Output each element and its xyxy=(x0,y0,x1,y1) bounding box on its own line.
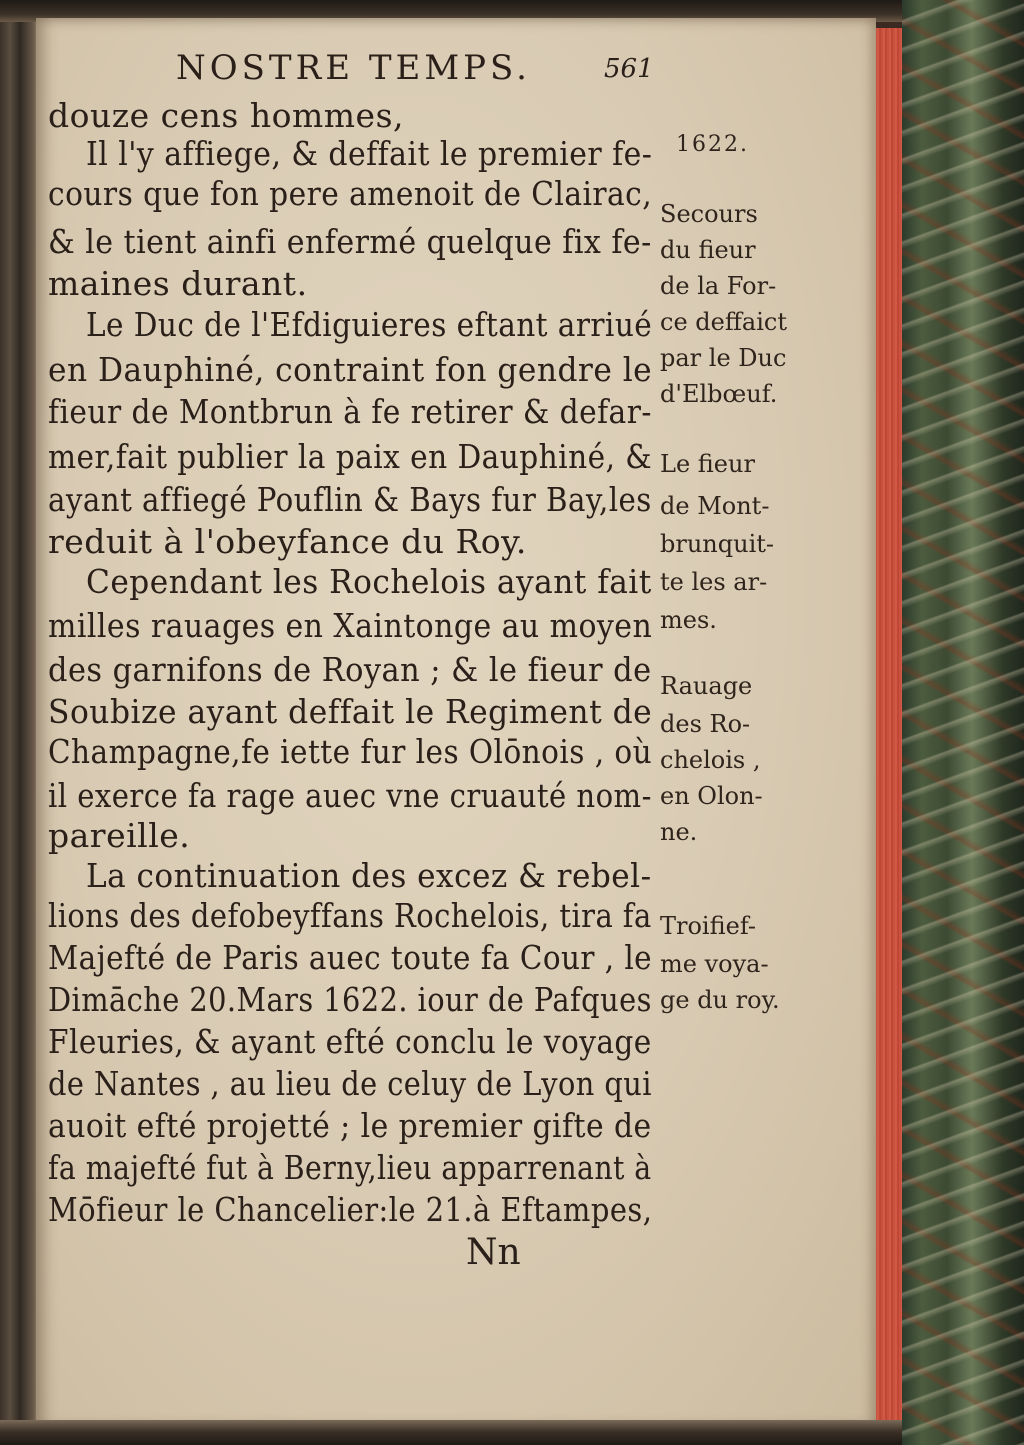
body-line: cours que fon pere amenoit de Clairac, xyxy=(48,174,653,213)
body-line: Fleuries, & ayant efté conclu le voyage xyxy=(48,1022,652,1061)
body-line: des garnifons de Royan ; & le fieur de xyxy=(48,650,652,689)
marble-pattern xyxy=(902,0,1024,1445)
body-line: de Nantes , au lieu de celuy de Lyon qui xyxy=(48,1064,652,1103)
margin-note: me voya- xyxy=(660,950,769,978)
margin-note: mes. xyxy=(660,606,717,634)
body-line: La continuation des excez & rebel- xyxy=(86,856,652,895)
page-number: 561 xyxy=(604,54,654,84)
margin-note: ce deffaict xyxy=(660,308,787,336)
body-line: ayant affiegé Pouflin & Bays fur Bay,les xyxy=(48,480,652,519)
margin-note: par le Duc xyxy=(660,344,787,372)
margin-note: de Mont- xyxy=(660,492,770,520)
body-line: mer,fait publier la paix en Dauphiné, & xyxy=(48,437,653,476)
running-head: NOSTRE TEMPS. xyxy=(176,48,531,88)
body-line: fieur de Montbrun à fe retirer & defar- xyxy=(48,392,652,431)
margin-year: 1622. xyxy=(676,132,749,157)
bottom-edge xyxy=(0,1420,902,1445)
body-line: lions des defobeyffans Rochelois, tira fa xyxy=(48,896,652,935)
body-line: Il l'y affiege, & deffait le premier fe- xyxy=(86,134,653,173)
margin-note: ge du roy. xyxy=(660,986,780,1014)
margin-note: brunquit- xyxy=(660,530,774,558)
signature-mark: Nn xyxy=(466,1232,521,1273)
margin-note: chelois , xyxy=(660,746,761,774)
margin-note: Rauage xyxy=(660,672,753,700)
body-line: Champagne,fe iette fur les Olōnois , où xyxy=(48,732,653,771)
body-line: fa majefté fut à Berny,lieu apparrenant à xyxy=(48,1148,652,1187)
margin-note: Le fieur xyxy=(660,450,755,478)
body-line: il exerce fa rage auec vne cruauté nom- xyxy=(48,776,652,815)
margin-note: Troifief- xyxy=(660,912,756,940)
body-line: douze cens hommes, xyxy=(48,96,404,135)
body-line: auoit efté projetté ; le premier gifte de xyxy=(48,1106,652,1145)
body-line: reduit à l'obeyfance du Roy. xyxy=(48,522,527,561)
margin-note: Secours xyxy=(660,200,758,228)
body-line: Le Duc de l'Efdiguieres eftant arriué xyxy=(86,305,653,344)
margin-note: d'Elbœuf. xyxy=(660,380,778,408)
body-line: milles rauages en Xaintonge au moyen xyxy=(48,606,653,645)
margin-note: en Olon- xyxy=(660,782,763,810)
margin-note: de la For- xyxy=(660,272,777,300)
body-line: en Dauphiné, contraint fon gendre le xyxy=(48,350,653,389)
body-line: maines durant. xyxy=(48,264,308,303)
marbled-board xyxy=(902,0,1024,1445)
body-line: Majefté de Paris auec toute fa Cour , le xyxy=(48,938,653,977)
body-line: pareille. xyxy=(48,816,191,855)
margin-note: ne. xyxy=(660,818,698,846)
margin-note: du fieur xyxy=(660,236,756,264)
margin-note: des Ro- xyxy=(660,710,751,738)
body-line: Dimāche 20.Mars 1622. iour de Pafques xyxy=(48,980,652,1019)
body-line: Mōfieur le Chancelier:le 21.à Eftampes, xyxy=(48,1190,653,1229)
body-line: Soubize ayant deffait le Regiment de xyxy=(48,692,653,731)
body-line: Cependant les Rochelois ayant fait xyxy=(86,562,652,601)
red-fore-edge xyxy=(876,28,902,1423)
margin-note: te les ar- xyxy=(660,568,768,596)
body-line: & le tient ainfi enfermé quelque fix fe- xyxy=(48,222,652,261)
